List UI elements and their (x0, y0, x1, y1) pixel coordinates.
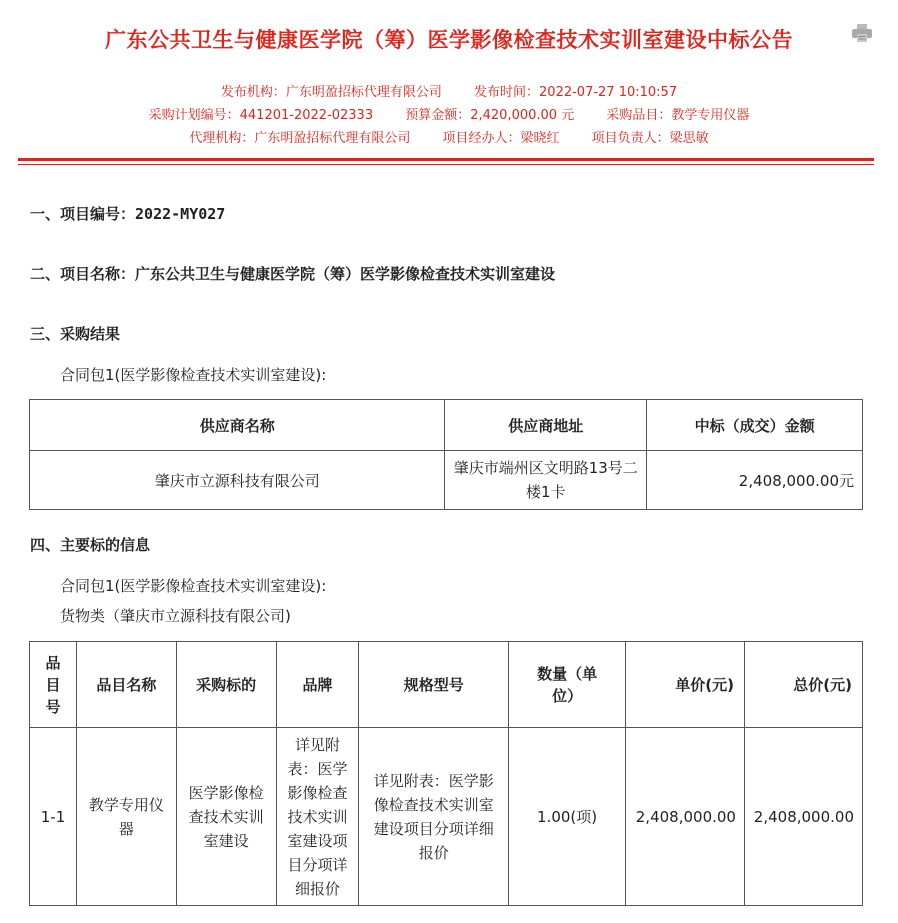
section-main-items: 四、主要标的信息 (30, 536, 151, 554)
category: 采购品目：教学专用仪器 (606, 108, 750, 123)
result-package-label: 合同包1(医学影像检查技术实训室建设): (60, 366, 327, 384)
items-goods-type: 货物类（肇庆市立源科技有限公司) (60, 607, 291, 625)
project-leader: 项目负责人：梁思敏 (591, 131, 709, 146)
publisher: 发布机构：广东明盈招标代理有限公司 (220, 85, 442, 100)
item-brand: 详见附表：医学影像检查技术实训室建设项目分项详细报价 (276, 728, 359, 906)
header-spec: 规格型号 (359, 642, 509, 728)
project-handler: 项目经办人：梁晓红 (442, 131, 560, 146)
budget: 预算金额：2,420,000.00 元 (405, 108, 575, 123)
items-package-label: 合同包1(医学影像检查技术实训室建设): (60, 577, 327, 595)
item-unit-price: 2,408,000.00 (626, 728, 745, 906)
printer-icon[interactable] (852, 24, 872, 42)
header-target: 采购标的 (176, 642, 276, 728)
item-quantity: 1.00(项) (509, 728, 626, 906)
agency: 代理机构：广东明盈招标代理有限公司 (189, 131, 411, 146)
supplier-name: 肇庆市立源科技有限公司 (30, 451, 445, 510)
header-divider-thick (18, 158, 874, 161)
section-procurement-result: 三、采购结果 (30, 325, 121, 343)
publish-time: 发布时间：2022-07-27 10:10:57 (474, 85, 678, 100)
page-title: 广东公共卫生与健康医学院（筹）医学影像检查技术实训室建设中标公告 (105, 28, 793, 52)
plan-number: 采购计划编号：441201-2022-02333 (148, 108, 374, 123)
header-item-name: 品目名称 (76, 642, 176, 728)
award-amount: 2,408,000.00元 (647, 451, 863, 510)
meta-row-2 (0, 104, 898, 123)
header-award-amount: 中标（成交）金额 (647, 400, 863, 451)
project-number-label: 一、项目编号： (30, 205, 136, 223)
header-divider-thin (18, 164, 874, 165)
item-target: 医学影像检查技术实训室建设 (176, 728, 276, 906)
header-supplier-name: 供应商名称 (30, 400, 445, 451)
project-number-value: 2022-MY027 (135, 205, 226, 223)
header-supplier-address: 供应商地址 (445, 400, 647, 451)
header-total-price: 总价(元) (744, 642, 862, 728)
item-name: 教学专用仪器 (76, 728, 176, 906)
result-table (29, 399, 863, 510)
section-project-number (30, 203, 225, 224)
header-brand: 品牌 (276, 642, 359, 728)
item-total-price: 2,408,000.00 (744, 728, 862, 906)
table-row (30, 451, 863, 510)
header-quantity: 数量（单位） (509, 642, 626, 728)
section-project-name: 二、项目名称：广东公共卫生与健康医学院（筹）医学影像检查技术实训室建设 (30, 265, 556, 283)
meta-row-1 (0, 81, 898, 100)
header-unit-price: 单价(元) (626, 642, 745, 728)
item-no: 1-1 (30, 728, 77, 906)
header-item-no: 品目号 (30, 642, 77, 728)
meta-row-3 (0, 127, 898, 146)
items-table (29, 641, 863, 906)
supplier-address: 肇庆市端州区文明路13号二楼1卡 (445, 451, 647, 510)
item-spec: 详见附表：医学影像检查技术实训室建设项目分项详细报价 (359, 728, 509, 906)
table-row (30, 728, 863, 906)
